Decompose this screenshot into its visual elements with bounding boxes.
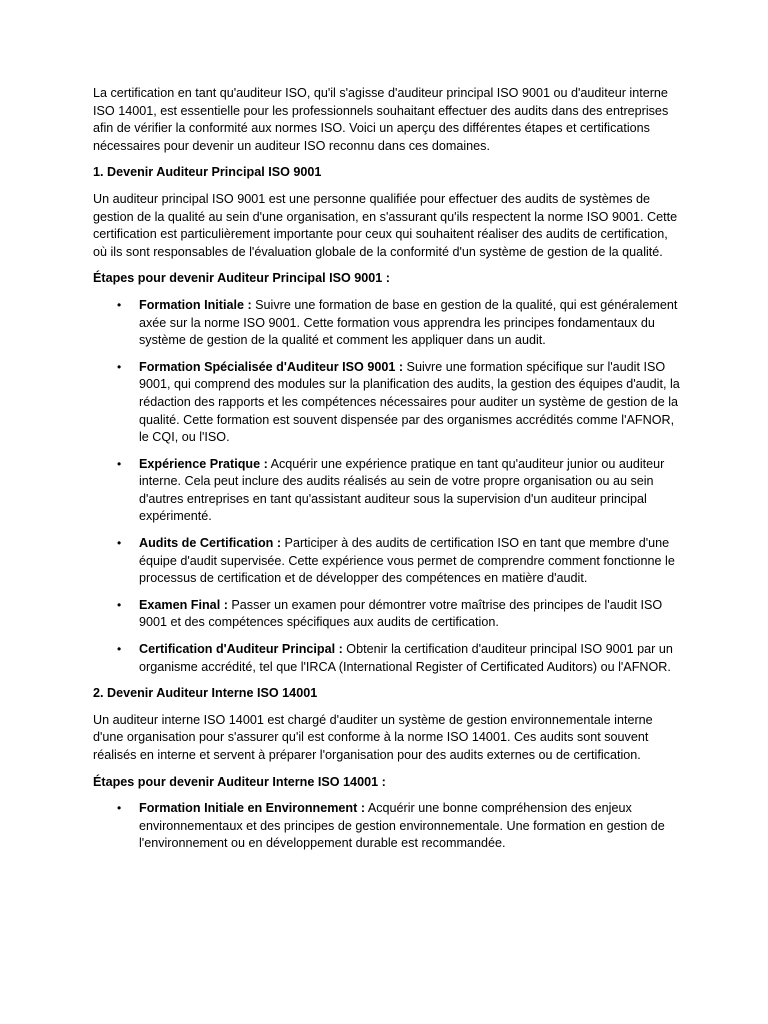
bullet-icon: • — [117, 456, 122, 471]
step-term: Examen Final : — [139, 597, 228, 612]
step-text: Obtenir la certification d'auditeur principal ISO 9001 par un organisme accrédité, tel que l'IRCA (International Register of Certificated Auditors) ou l'AFNOR. — [139, 642, 673, 674]
step-term: Certification d'Auditeur Principal : — [139, 642, 343, 657]
intro-paragraph: La certification en tant qu'auditeur ISO, qu'il s'agisse d'auditeur principal ISO 9001 ou d'auditeur interne ISO 14001, est essentielle pour les professionnels souhaitant effectuer des audits dans des entreprises afin de vérifier la conformité aux normes ISO. Voici un aperçu des différentes étapes et certifications nécessaires pour devenir un auditeur ISO reconnu dans ces domaines. — [93, 86, 669, 153]
step-term: Formation Spécialisée d'Auditeur ISO 9001 : — [139, 359, 404, 374]
step-term: Formation Initiale en Environnement : — [139, 801, 366, 816]
bullet-icon: • — [117, 536, 122, 551]
bullet-icon: • — [117, 359, 122, 374]
section-2-heading: 2. Devenir Auditeur Interne ISO 14001 — [93, 686, 318, 701]
section-2-steps-heading: Étapes pour devenir Auditeur Interne ISO 14001 : — [93, 774, 386, 789]
bullet-icon: • — [117, 597, 122, 612]
step-text: Suivre une formation spécifique sur l'audit ISO 9001, qui comprend des modules sur la planification des audits, la gestion des équipes d'audit, la rédaction des rapports et les compétences nécessaires pour auditer un système de gestion de la qualité. Cette formation est souvent dispensée par des organismes accrédités comme l'AFNOR, le CQI, ou l'ISO. — [139, 359, 680, 445]
step-text: Acquérir une expérience pratique en tant qu'auditeur junior ou auditeur interne. Cela peut inclure des audits réalisés au sein de votre propre organisation ou au sein d'autres entreprises en tant qu'assistant auditeur sous la supervision d'un auditeur principal expérimenté. — [139, 456, 665, 524]
step-text: Suivre une formation de base en gestion de la qualité, qui est généralement axée sur la norme ISO 9001. Cette formation vous apprendra les principes fondamentaux du système de gestion de la qualité et comment les appliquer dans un audit. — [139, 297, 678, 348]
step-text: Acquérir une bonne compréhension des enjeux environnementaux et des principes de gestion environnementale. Une formation en gestion de l'environnement ou en développement durable est recommandée. — [139, 801, 665, 851]
step-text: Passer un examen pour démontrer votre maîtrise des principes de l'audit ISO 9001 et des compétences spécifiques aux audits de certification. — [139, 597, 663, 630]
list-item — [93, 359, 680, 447]
section-1-paragraph: Un auditeur principal ISO 9001 est une personne qualifiée pour effectuer des audits de systèmes de gestion de la qualité au sein d'une organisation, en s'assurant qu'ils respectent la norme ISO 9001. Cette certification est particulièrement importante pour ceux qui souhaitent réaliser des audits de certification, où ils sont responsables de l'évaluation globale de la conformité d'un système de gestion de la qualité. — [93, 191, 678, 259]
step-term: Expérience Pratique : — [139, 456, 268, 471]
section-1-steps-list — [93, 297, 680, 676]
step-term: Audits de Certification : — [139, 536, 282, 551]
list-item — [93, 297, 680, 350]
step-text: Participer à des audits de certification ISO en tant que membre d'une équipe d'audit supervisée. Cette expérience vous permet de comprendre comment fonctionne le processus de certification et de développer des compétences en matière d'audit. — [139, 536, 675, 586]
section-1-heading: 1. Devenir Auditeur Principal ISO 9001 — [93, 165, 322, 180]
section-2-steps-list — [93, 800, 680, 853]
section-2-paragraph: Un auditeur interne ISO 14001 est chargé d'auditer un système de gestion environnementale interne d'une organisation pour s'assurer qu'il est conforme à la norme ISO 14001. Ces audits sont souvent réalisés en interne et servent à préparer l'organisation pour des audits externes ou de certification. — [93, 712, 653, 762]
step-term: Formation Initiale : — [139, 297, 252, 312]
list-item — [93, 641, 680, 676]
list-item — [93, 456, 680, 526]
bullet-icon: • — [117, 801, 122, 816]
list-item — [93, 800, 680, 853]
bullet-icon: • — [117, 642, 122, 657]
section-1-steps-heading: Étapes pour devenir Auditeur Principal ISO 9001 : — [93, 271, 390, 286]
list-item — [93, 597, 680, 632]
bullet-icon: • — [117, 297, 122, 312]
list-item — [93, 535, 680, 588]
